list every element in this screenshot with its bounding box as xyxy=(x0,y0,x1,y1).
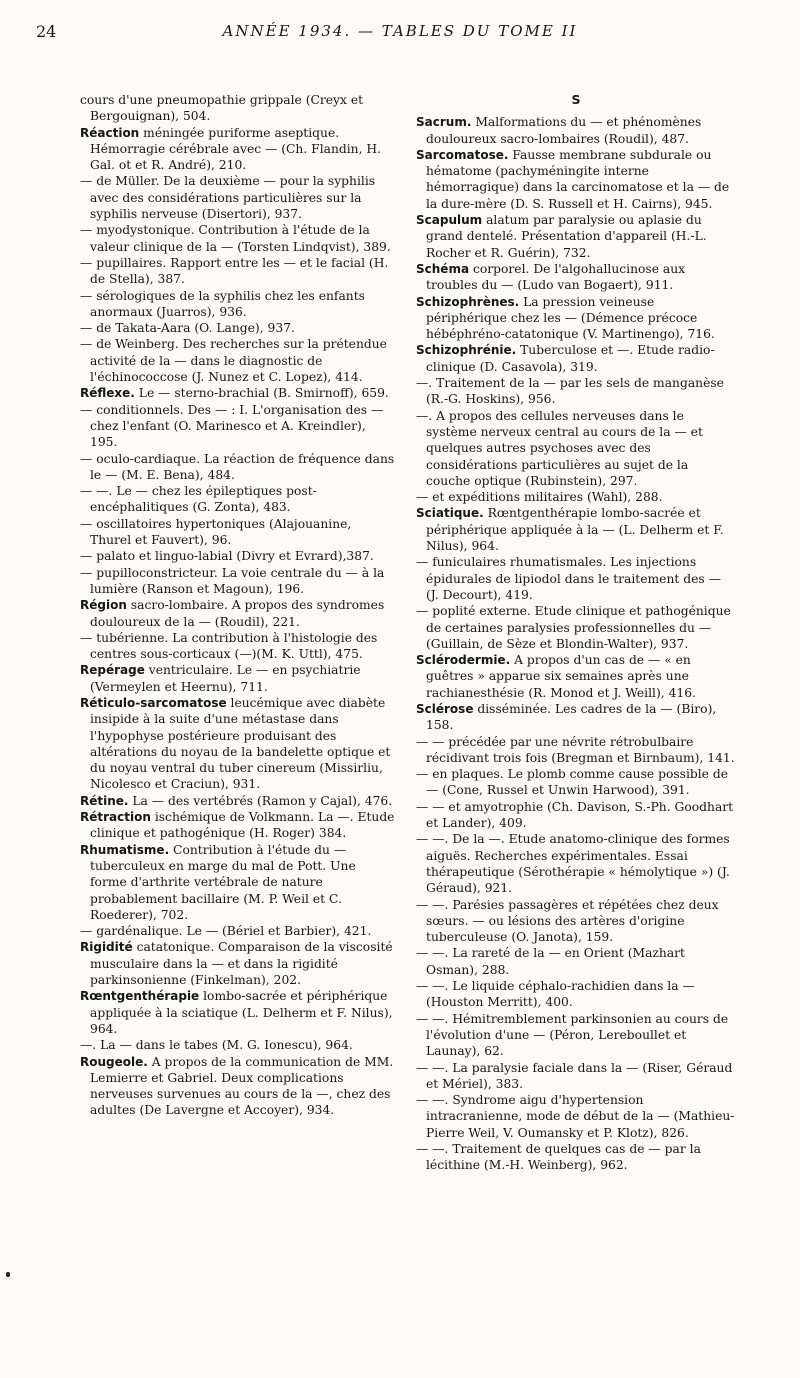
page-number: 24 xyxy=(36,22,57,41)
index-entry xyxy=(416,554,736,603)
entry-text: catatonique. Comparaison de la viscosité musculaire dans la — et dans la rigidité parkinsonienne (Finkelman), 202. xyxy=(90,940,393,988)
index-entry xyxy=(416,261,736,294)
entry-text: La pression veineuse périphérique chez les — (Démence précoce hébéphréno-catatonique (V. Martinengo), 716. xyxy=(426,294,715,342)
index-entry xyxy=(80,92,396,125)
index-entry xyxy=(80,923,396,939)
entry-text: — de Weinberg. Des recherches sur la prétendue activité de la — dans le diagnostic de l'échinococcose (J. Nunez et C. Lopez), 414. xyxy=(80,337,387,385)
entry-text: disséminée. Les cadres de la — (Biro), 158. xyxy=(426,701,717,733)
entry-heading: Sarcomatose. xyxy=(416,147,509,162)
right-column xyxy=(416,92,736,1174)
index-entry xyxy=(80,222,396,255)
entry-text: — pupillaires. Rapport entre les — et le facial (H. de Stella), 387. xyxy=(80,255,389,287)
entry-text: — myodystonique. Contribution à l'étude de la valeur clinique de la — (Torsten Lindqvist), 389. xyxy=(80,223,391,254)
entry-text: ventriculaire. Le — en psychiatrie (Vermeylen et Heernu), 711. xyxy=(90,663,361,694)
index-entry xyxy=(416,701,736,734)
entry-text: — —. De la —. Etude anatomo-clinique des formes aiguës. Recherches expérimentales. Essai thérapeutique (Sérothérapie « hémolytique ») (J. Géraud), 921. xyxy=(416,832,730,896)
entry-text: — oculo-cardiaque. La réaction de fréquence dans le — (M. E. Bena), 484. xyxy=(80,451,395,482)
entry-heading: Sclérose xyxy=(416,701,474,716)
entry-heading: Région xyxy=(80,598,127,613)
entry-text: A propos de la communication de MM. Lemierre et Gabriel. Deux complications nerveuses survenues au cours de la —, chez des adultes (De Lavergne et Accoyer), 934. xyxy=(90,1054,394,1118)
index-entry xyxy=(416,1011,736,1060)
index-entry xyxy=(416,147,736,212)
index-entry xyxy=(80,516,396,549)
entry-heading: Scapulum xyxy=(416,213,483,228)
index-entry xyxy=(416,1060,736,1093)
index-entry xyxy=(416,897,736,946)
index-entry xyxy=(80,320,396,336)
index-entry xyxy=(80,939,396,988)
entry-text: Le — sterno-brachial (B. Smirnoff), 659. xyxy=(138,386,389,401)
entry-text: — en plaques. Le plomb comme cause possible de — (Cone, Russel et Unwin Harwood), 391. xyxy=(416,767,729,798)
entry-text: — — et amyotrophie (Ch. Davison, S.-Ph. Goodhart et Lander), 409. xyxy=(416,799,734,831)
index-entry xyxy=(416,978,736,1011)
index-entry xyxy=(416,212,736,261)
entry-heading: Rétraction xyxy=(80,810,151,825)
index-entry xyxy=(416,734,736,767)
entry-text: — —. Traitement de quelques cas de — par la lécithine (M.-H. Weinberg), 962. xyxy=(416,1142,701,1173)
entry-text: — de Takata-Aara (O. Lange), 937. xyxy=(80,321,295,336)
index-entry xyxy=(80,1037,396,1053)
index-entry xyxy=(80,597,396,630)
index-entry xyxy=(416,489,736,505)
index-entry xyxy=(416,1092,736,1141)
entry-text: — — précédée par une névrite rétrobulbaire récidivant trois fois (Bregman et Birnbaum), 141. xyxy=(416,734,735,765)
entry-text: La — des vertébrés (Ramon y Cajal), 476. xyxy=(132,793,393,808)
entry-text: — —. La paralysie faciale dans la — (Riser, Géraud et Mériel), 383. xyxy=(416,1060,733,1091)
entry-text: — —. Syndrome aigu d'hypertension intracranienne, mode de début de la — (Mathieu-Pierre Weil, V. Oumansky et P. Klotz), 826. xyxy=(416,1093,735,1140)
page-header xyxy=(36,22,764,44)
entry-text: alatum par paralysie ou aplasie du grand dentelé. Présentation d'appareil (H.-L. Rocher et R. Guérin), 732. xyxy=(426,213,707,260)
index-entry xyxy=(80,402,396,451)
index-entry xyxy=(80,173,396,222)
entry-text: — —. Hémitremblement parkinsonien au cours de l'évolution d'une — (Péron, Lereboullet et Launay), 62. xyxy=(416,1011,729,1059)
entry-text: — poplité externe. Etude clinique et pathogénique de certaines paralysies professionnelles du — (Guillain, de Sèze et Blondin-Walter), 937. xyxy=(416,604,731,651)
entry-text: — —. La rareté de la — en Orient (Mazhart Osman), 288. xyxy=(416,946,685,977)
index-entry xyxy=(80,695,396,793)
index-entry xyxy=(416,1141,736,1174)
entry-text: — sérologiques de la syphilis chez les enfants anormaux (Juarros), 936. xyxy=(80,288,365,319)
entry-text: — gardénalique. Le — (Bériel et Barbier), 421. xyxy=(80,924,372,939)
entry-text: — conditionnels. Des — : I. L'organisation des — chez l'enfant (O. Marinesco et A. Kreindler), 195. xyxy=(80,402,384,450)
entry-heading: Rœntgenthérapie xyxy=(80,989,200,1004)
entry-heading: Réflexe. xyxy=(80,386,135,401)
index-entry xyxy=(416,831,736,896)
index-entry xyxy=(80,630,396,663)
entry-heading: Rougeole. xyxy=(80,1054,148,1069)
index-entry xyxy=(416,945,736,978)
entry-text: — —. Le — chez les épileptiques post-encéphalitiques (G. Zonta), 483. xyxy=(80,484,317,515)
entry-text: corporel. De l'algohallucinose aux troubles du — (Ludo van Bogaert), 911. xyxy=(426,261,686,293)
index-entry xyxy=(416,799,736,832)
index-entry xyxy=(416,505,736,554)
index-entry xyxy=(80,662,396,695)
entry-text: cours d'une pneumopathie grippale (Creyx et Bergouignan), 504. xyxy=(80,93,364,124)
index-entry xyxy=(80,988,396,1037)
right-entries xyxy=(416,114,736,1173)
index-entry xyxy=(80,793,396,809)
index-entry xyxy=(80,548,396,564)
entry-text: —. La — dans le tabes (M. G. Ionescu), 964. xyxy=(80,1038,353,1053)
entry-heading: Rigidité xyxy=(80,940,133,955)
entry-text: leucémique avec diabète insipide à la suite d'une métastase dans l'hypophyse postérieure produisant des altérations du noyau de la bandelette optique et du noyau ventral du tuber cinereum (Missirliu, Nicolesco et Craciun), 931. xyxy=(90,695,391,792)
index-entry xyxy=(80,451,396,484)
entry-heading: Réaction xyxy=(80,125,140,140)
entry-text: — —. Parésies passagères et répétées chez deux sœurs. — ou lésions des artères d'origine tuberculeuse (O. Janota), 159. xyxy=(416,897,719,945)
entry-text: Malformations du — et phénomènes douloureux sacro-lombaires (Roudil), 487. xyxy=(426,115,702,146)
index-entry xyxy=(80,483,396,516)
index-entry xyxy=(416,603,736,652)
entry-heading: Repérage xyxy=(80,663,145,678)
index-entry xyxy=(80,255,396,288)
entry-text: sacro-lombaire. A propos des syndromes douloureux de la — (Roudil), 221. xyxy=(90,598,385,629)
entry-heading: Schizophrénie. xyxy=(416,343,517,358)
index-entry xyxy=(416,114,736,147)
entry-text: — —. Le liquide céphalo-rachidien dans la — (Houston Merritt), 400. xyxy=(416,979,695,1010)
section-letter: S xyxy=(571,92,581,107)
entry-text: — funiculaires rhumatismales. Les injections épidurales de lipiodol dans le traitement des — (J. Decourt), 419. xyxy=(416,555,721,602)
entry-heading: Rétine. xyxy=(80,793,129,808)
index-entry xyxy=(80,288,396,321)
entry-text: Contribution à l'étude du — tuberculeux en marge du mal de Pott. Une forme d'arthrite vertébrale de nature probablement bacillaire (M. P. Weil et C. Roederer), 702. xyxy=(90,842,356,922)
entry-heading: Rhumatisme. xyxy=(80,842,170,857)
index-entry xyxy=(80,125,396,174)
index-entry xyxy=(416,766,736,799)
entry-heading: Sclérodermie. xyxy=(416,653,511,668)
entry-text: — oscillatoires hypertoniques (Alajouanine, Thurel et Fauvert), 96. xyxy=(80,516,352,548)
entry-text: —. A propos des cellules nerveuses dans le système nerveux central au cours de la — et quelques autres psychoses avec des considérations particulières au sujet de la couche optique (Rubinstein), 297. xyxy=(416,408,703,488)
index-entry xyxy=(416,342,736,375)
index-entry xyxy=(416,294,736,343)
entry-text: lombo-sacrée et périphérique appliquée à la sciatique (L. Delherm et F. Nilus), 964. xyxy=(90,989,393,1036)
entry-text: —. Traitement de la — par les sels de manganèse (R.-G. Hoskins), 956. xyxy=(416,376,724,407)
entry-text: — et expéditions militaires (Wahl), 288. xyxy=(416,490,663,505)
index-entry xyxy=(416,375,736,408)
entry-text: Rœntgenthérapie lombo-sacrée et périphérique appliquée à la — (L. Delherm et F. Nilus), 964. xyxy=(426,506,724,554)
entry-text: méningée puriforme aseptique. Hémorragie cérébrale avec — (Ch. Flandin, H. Gal. ot et R. André), 210. xyxy=(90,125,382,173)
index-entry xyxy=(80,809,396,842)
index-entry xyxy=(416,408,736,489)
entry-heading: Réticulo-sarcomatose xyxy=(80,695,227,710)
entry-text: A propos d'un cas de — « en guêtres » apparue six semaines après une rachianesthésie (R. Monod et J. Weill), 416. xyxy=(426,653,696,700)
running-title: ANNÉE 1934. — TABLES DU TOME II xyxy=(222,22,578,40)
entry-text: — de Müller. De la deuxième — pour la syphilis avec des considérations particulières sur la syphilis nerveuse (Disertori), 937. xyxy=(80,174,376,222)
entry-text: Fausse membrane subdurale ou hématome (pachyméningite interne hémorragique) dans la carcinomatose et la — de la dure-mère (D. S. Russell et H. Cairns), 945. xyxy=(426,147,730,211)
entry-text: — pupilloconstricteur. La voie centrale du — à la lumière (Ranson et Magoun), 196. xyxy=(80,565,385,596)
entry-heading: Schéma xyxy=(416,261,470,276)
entry-text: — palato et linguo-labial (Divry et Evrard),387. xyxy=(80,549,374,564)
index-entry xyxy=(80,565,396,598)
entry-heading: Sacrum. xyxy=(416,115,472,130)
entry-heading: Sciatique. xyxy=(416,506,484,521)
entry-text: — tubérienne. La contribution à l'histologie des centres sous-corticaux (—)(M. K. Uttl), 475. xyxy=(80,630,378,662)
index-entry xyxy=(416,652,736,701)
left-column xyxy=(80,92,396,1119)
index-entry xyxy=(80,336,396,385)
margin-dot xyxy=(6,1272,10,1277)
index-entry xyxy=(80,1054,396,1119)
entry-heading: Schizophrènes. xyxy=(416,294,520,309)
index-entry xyxy=(80,385,396,401)
entry-text: ischémique de Volkmann. La —. Etude clinique et pathogénique (H. Roger) 384. xyxy=(90,810,395,841)
entry-text: Tuberculose et —. Etude radio-clinique (D. Casavola), 319. xyxy=(426,343,715,374)
index-entry xyxy=(80,842,396,923)
